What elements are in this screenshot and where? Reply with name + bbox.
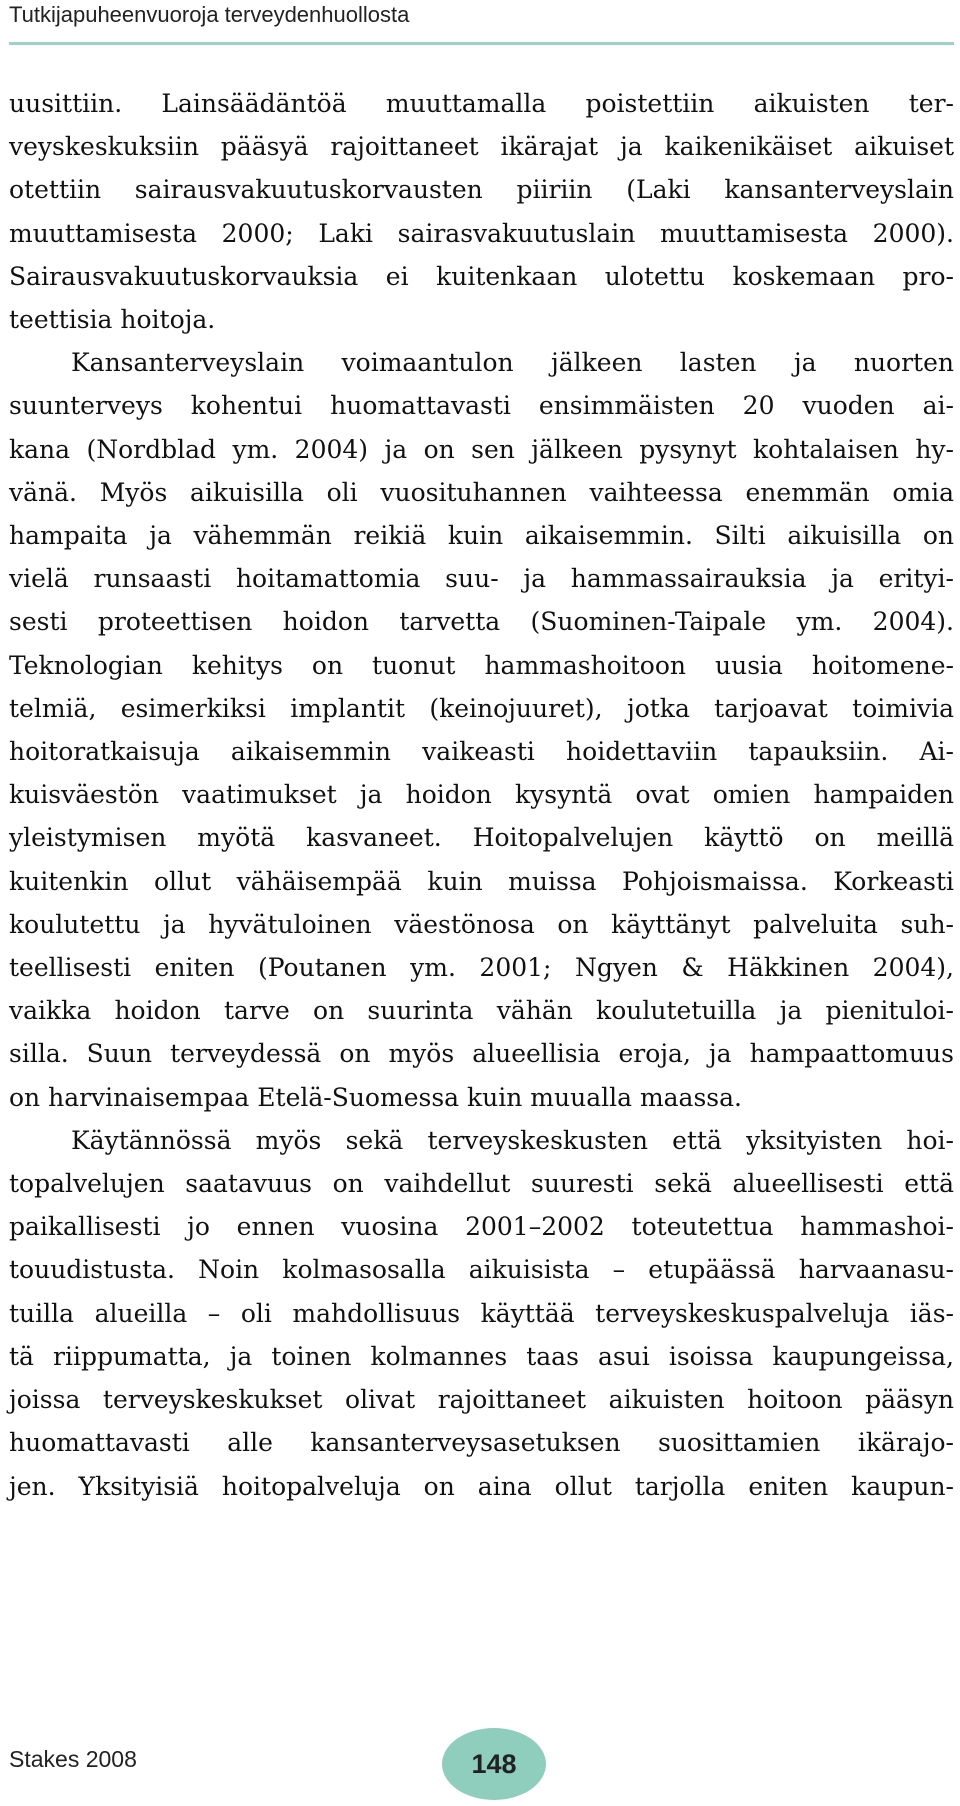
header-divider [9,42,954,45]
text-line: Teknologian kehitys on tuonut hammashoitoon uusia hoitomene- [9,650,954,680]
text-line: muuttamisesta 2000; Laki sairasvakuutuslain muuttamisesta 2000). [9,218,954,248]
text-line: huomattavasti alle kansanterveysasetuksen suosittamien ikärajo- [9,1428,954,1458]
text-line: vaikka hoidon tarve on suurinta vähän koulutetuilla ja pienituloi- [9,996,954,1026]
text-line: vänä. Myös aikuisilla oli vuosituhannen vaihteessa enemmän omia [9,477,954,507]
paragraph-2 [9,341,954,1119]
text-line: yleistymisen myötä kasvaneet. Hoitopalvelujen käyttö on meillä [9,823,954,853]
page-number-badge: 148 [442,1728,546,1800]
text-line: teettisia hoitoja. [9,305,216,335]
text-line: kuitenkin ollut vähäisempää kuin muissa Pohjoismaissa. Korkeasti [9,866,954,896]
text-line: hoitoratkaisuja aikaisemmin vaikeasti hoidettaviin tapauksiin. Ai- [9,737,954,767]
text-line: otettiin sairausvakuutuskorvausten piiriin (Laki kansanterveyslain [9,175,954,205]
text-line: veyskeskuksiin pääsyä rajoittaneet ikärajat ja kaikenikäiset aikuiset [9,132,954,162]
text-line: jen. Yksityisiä hoitopalveluja on aina ollut tarjolla eniten kaupun- [9,1471,954,1501]
text-line: kana (Nordblad ym. 2004) ja on sen jälkeen pysynyt kohtalaisen hy- [9,434,954,464]
text-line: sesti proteettisen hoidon tarvetta (Suominen-Taipale ym. 2004). [9,607,954,637]
text-line: on harvinaisempaa Etelä-Suomessa kuin muualla maassa. [9,1082,742,1112]
text-line: koulutettu ja hyvätuloinen väestönosa on käyttänyt palveluita suh- [9,909,954,939]
text-line: uusittiin. Lainsäädäntöä muuttamalla poistettiin aikuisten ter- [9,89,954,118]
text-line: topalvelujen saatavuus on vaihdellut suuresti sekä alueellisesti että [9,1169,954,1199]
text-line: Kansanterveyslain voimaantulon jälkeen lasten ja nuorten [71,348,954,378]
running-header: Tutkijapuheenvuoroja terveydenhuollosta [9,2,410,27]
text-line: silla. Suun terveydessä on myös alueellisia eroja, ja hampaattomuus [9,1039,954,1069]
text-line: tuilla alueilla – oli mahdollisuus käyttää terveyskeskuspalveluja iäs- [9,1298,954,1328]
article-body [9,82,954,1508]
text-line: kuisväestön vaatimukset ja hoidon kysyntä ovat omien hampaiden [9,780,954,810]
text-line: touudistusta. Noin kolmasosalla aikuisista – etupäässä harvaanasu- [9,1255,954,1285]
text-line: hampaita ja vähemmän reikiä kuin aikaisemmin. Silti aikuisilla on [9,521,954,551]
text-line: vielä runsaasti hoitamattomia suu- ja hammassairauksia ja erityi- [9,564,954,594]
paragraph-1 [9,82,954,341]
text-line: teellisesti eniten (Poutanen ym. 2001; Ngyen & Häkkinen 2004), [9,953,954,983]
text-line: Sairausvakuutuskorvauksia ei kuitenkaan ulotettu koskemaan pro- [9,261,954,291]
paragraph-3 [9,1119,954,1508]
text-line: tä riippumatta, ja toinen kolmannes taas asui isoissa kaupungeissa, [9,1341,954,1371]
text-line: Käytännössä myös sekä terveyskeskusten että yksityisten hoi- [71,1125,954,1155]
text-line: suunterveys kohentui huomattavasti ensimmäisten 20 vuoden ai- [9,391,954,421]
text-line: telmiä, esimerkiksi implantit (keinojuuret), jotka tarjoavat toimivia [9,693,954,723]
footer-publisher: Stakes 2008 [9,1746,137,1772]
text-line: paikallisesti jo ennen vuosina 2001–2002 toteutettua hammashoi- [9,1212,954,1242]
text-line: joissa terveyskeskukset olivat rajoittaneet aikuisten hoitoon pääsyn [9,1385,954,1415]
